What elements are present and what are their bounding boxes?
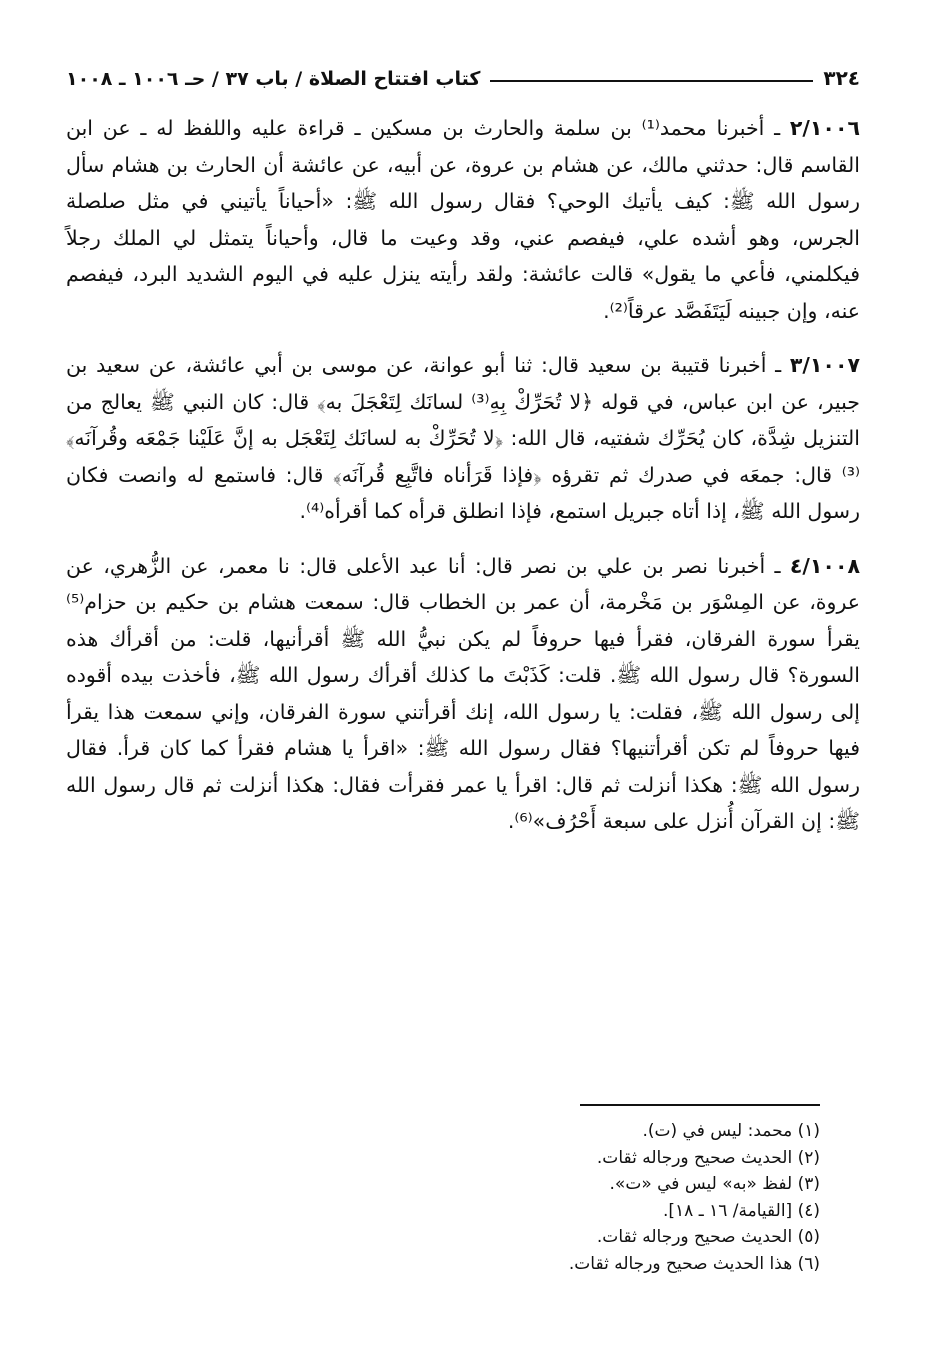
hadith-paragraph	[66, 110, 860, 329]
header-rule	[490, 80, 813, 82]
main-text	[66, 110, 860, 858]
footnote-separator	[580, 1104, 820, 1106]
hadith-number: ٣/١٠٠٧	[789, 353, 860, 377]
footnote: (٣) لفظ «به» ليس في «ت».	[609, 1174, 820, 1194]
page-number: ٣٢٤	[823, 66, 860, 90]
hadith-text: ـ أخبرنا قتيبة بن سعيد قال: ثنا أبو عوانة، عن موسى بن أبي عائشة، عن سعيد بن جبير، عن ابن عباس، في قوله ﴿لا تُحَرِّكْ بِهِ⁽³⁾ لسانَك لِتَعْجَلَ به﴾ قال: كان النبي ﷺ يعالج من التنزيل شِدَّة، كان يُحَرِّك شفتيه، قال الله: ﴿لا تُحَرِّكْ به لسانَك لِتَعْجَل به إنَّ عَلَيْنا جَمْعَه وقُرآنَه﴾⁽³⁾ قال: جمعَه في صدرك ثم تقرؤه ﴿فإذا قَرَأناه فاتَّبِع قُرآنَه﴾ قال: فاستمع له وانصت فكان رسول الله ﷺ، إذا أتاه جبريل استمع، فإذا انطلق قرأه كما أقرأه⁽⁴⁾.	[66, 353, 860, 523]
running-title: كتاب افتتاح الصلاة / باب ٣٧ / حـ ١٠٠٦ ـ ١٠٠٨	[66, 68, 481, 90]
running-header	[66, 58, 860, 90]
footnote: (٥) الحديث صحيح ورجاله ثقات.	[596, 1227, 820, 1247]
footnote: (٢) الحديث صحيح ورجاله ثقات.	[596, 1147, 820, 1168]
footnote: (٤) [القيامة/ ١٦ ـ ١٨].	[663, 1200, 820, 1221]
hadith-paragraph	[66, 347, 860, 530]
footnote: (١) محمد: ليس في (ت).	[642, 1121, 820, 1141]
footnotes-list	[220, 1118, 820, 1277]
hadith-number: ٢/١٠٠٦	[789, 116, 860, 140]
footnote: (٦) هذا الحديث صحيح ورجاله ثقات.	[568, 1253, 820, 1274]
hadith-paragraph	[66, 548, 860, 840]
hadith-number: ٤/١٠٠٨	[789, 553, 860, 578]
hadith-text: ـ أخبرنا نصر بن علي بن نصر قال: أنا عبد الأعلى قال: نا معمر، عن الزُّهري، عن عروة، عن المِسْوَر بن مَخْرمة، أن عمر بن الخطاب قال: سمعت هشام بن حكيم بن حزام⁽⁵⁾ يقرأ سورة الفرقان، فقرأ فيها حروفاً لم يكن نبيُّ الله ﷺ أقرأنيها، قلت: من أقرأك هذه السورة؟ قال رسول الله ﷺ. قلت: كَذَبْتَ ما كذلك أقرأك رسول الله ﷺ، فأخذت بيده أقوده إلى رسول الله ﷺ، فقلت: يا رسول الله، إنك أقرأتني سورة الفرقان، وإني سمعت هذا يقرأ فيها حروفاً لم تكن أقرأتنيها؟ فقال رسول الله ﷺ: «اقرأ يا هشام فقرأ كما كان قرأ. فقال رسول الله ﷺ: هكذا أنزلت ثم قال: اقرأ يا عمر فقرأت فقال: هكذا أنزلت ثم قال رسول الله ﷺ: إن القرآن أُنزل على سبعة أَحْرُف»⁽⁶⁾.	[66, 553, 860, 833]
hadith-text: ـ أخبرنا محمد⁽¹⁾ بن سلمة والحارث بن مسكين ـ قراءة عليه واللفظ له ـ عن ابن القاسم قال: حدثني مالك، عن هشام بن عروة، عن أبيه، عن عائشة أن الحارث بن هشام سأل رسول الله ﷺ: كيف يأتيك الوحي؟ فقال رسول الله ﷺ: «أحياناً يأتيني في مثل صلصلة الجرس، وهو أشده علي، فيفصم عني، وقد وعيت ما قال، وأحياناً يتمثل لي الملك رجلاً فيكلمني، فأعي ما يقول» قالت عائشة: ولقد رأيته ينزل عليه في اليوم الشديد البرد، فيفصم عنه، وإن جبينه لَيَتَفَصَّد عرقاً⁽²⁾.	[66, 116, 860, 323]
